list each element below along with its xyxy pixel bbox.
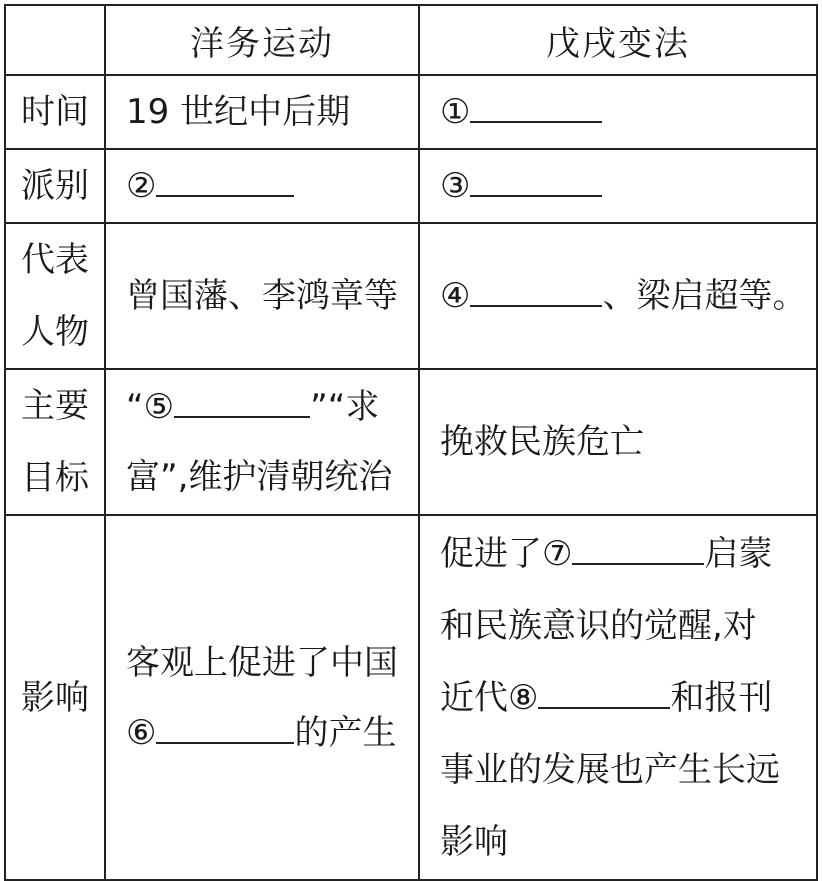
fill-blank	[174, 382, 310, 418]
row-label-impact: 影响	[5, 515, 105, 880]
blank-number: ②	[126, 166, 157, 206]
row-label-people	[5, 223, 105, 369]
fill-blank	[470, 161, 602, 197]
fill-blank	[470, 271, 602, 307]
label-line: 人物	[21, 312, 89, 352]
text-segment: 和报刊	[670, 677, 773, 718]
text-segment: ”“求	[310, 387, 380, 427]
blank-number: ④	[440, 276, 471, 316]
cell-time-yangwu: 19 世纪中后期	[105, 75, 419, 149]
fill-blank	[470, 87, 602, 123]
cell-faction-yangwu	[105, 149, 419, 223]
fill-blank	[572, 529, 704, 565]
header-yangwu: 洋务运动	[105, 5, 419, 75]
blank-number: ⑦	[542, 533, 573, 574]
label-line: 目标	[21, 458, 89, 498]
label-line: 主要	[21, 386, 89, 426]
row-label-goal	[5, 369, 105, 515]
row-impact	[5, 515, 817, 880]
text-segment: 影响	[440, 821, 508, 862]
blank-number: ⑤	[143, 387, 175, 427]
text-segment: 、梁启超等。	[602, 276, 807, 316]
header-wuxu: 戊戌变法	[419, 5, 817, 75]
cell-goal-wuxu: 挽救民族危亡	[419, 369, 817, 515]
blank-number: ①	[440, 92, 471, 132]
text-segment: 事业的发展也产生长远	[440, 749, 780, 790]
corner-cell	[5, 5, 105, 75]
text-segment: “	[126, 387, 144, 427]
text-segment: 近代	[440, 677, 508, 718]
cell-impact-wuxu	[419, 515, 817, 880]
text-segment: 启蒙	[704, 533, 773, 574]
label-line: 代表	[21, 240, 89, 280]
text-segment: 的产生	[294, 712, 397, 753]
row-label-faction: 派别	[5, 149, 105, 223]
cell-time-wuxu	[419, 75, 817, 149]
blank-number: ⑥	[126, 712, 157, 753]
row-time	[5, 75, 817, 149]
fill-blank	[538, 673, 670, 709]
text-segment: 富”,维护清朝统治	[126, 457, 393, 497]
text-segment: 客观上促进了中国	[126, 642, 398, 683]
text-segment: 促进了	[440, 533, 542, 574]
row-faction	[5, 149, 817, 223]
text-segment: 和民族意识的觉醒,对	[440, 605, 757, 646]
row-label-time: 时间	[5, 75, 105, 149]
cell-impact-yangwu	[105, 515, 419, 880]
row-people	[5, 223, 817, 369]
comparison-table	[4, 4, 818, 881]
blank-number: ⑧	[508, 677, 539, 718]
blank-number: ③	[440, 166, 471, 206]
cell-people-wuxu	[419, 223, 817, 369]
header-row	[5, 5, 817, 75]
row-goal	[5, 369, 817, 515]
fill-blank	[156, 161, 294, 197]
fill-blank	[156, 708, 294, 744]
cell-faction-wuxu	[419, 149, 817, 223]
cell-goal-yangwu	[105, 369, 419, 515]
cell-people-yangwu: 曾国藩、李鸿章等	[105, 223, 419, 369]
